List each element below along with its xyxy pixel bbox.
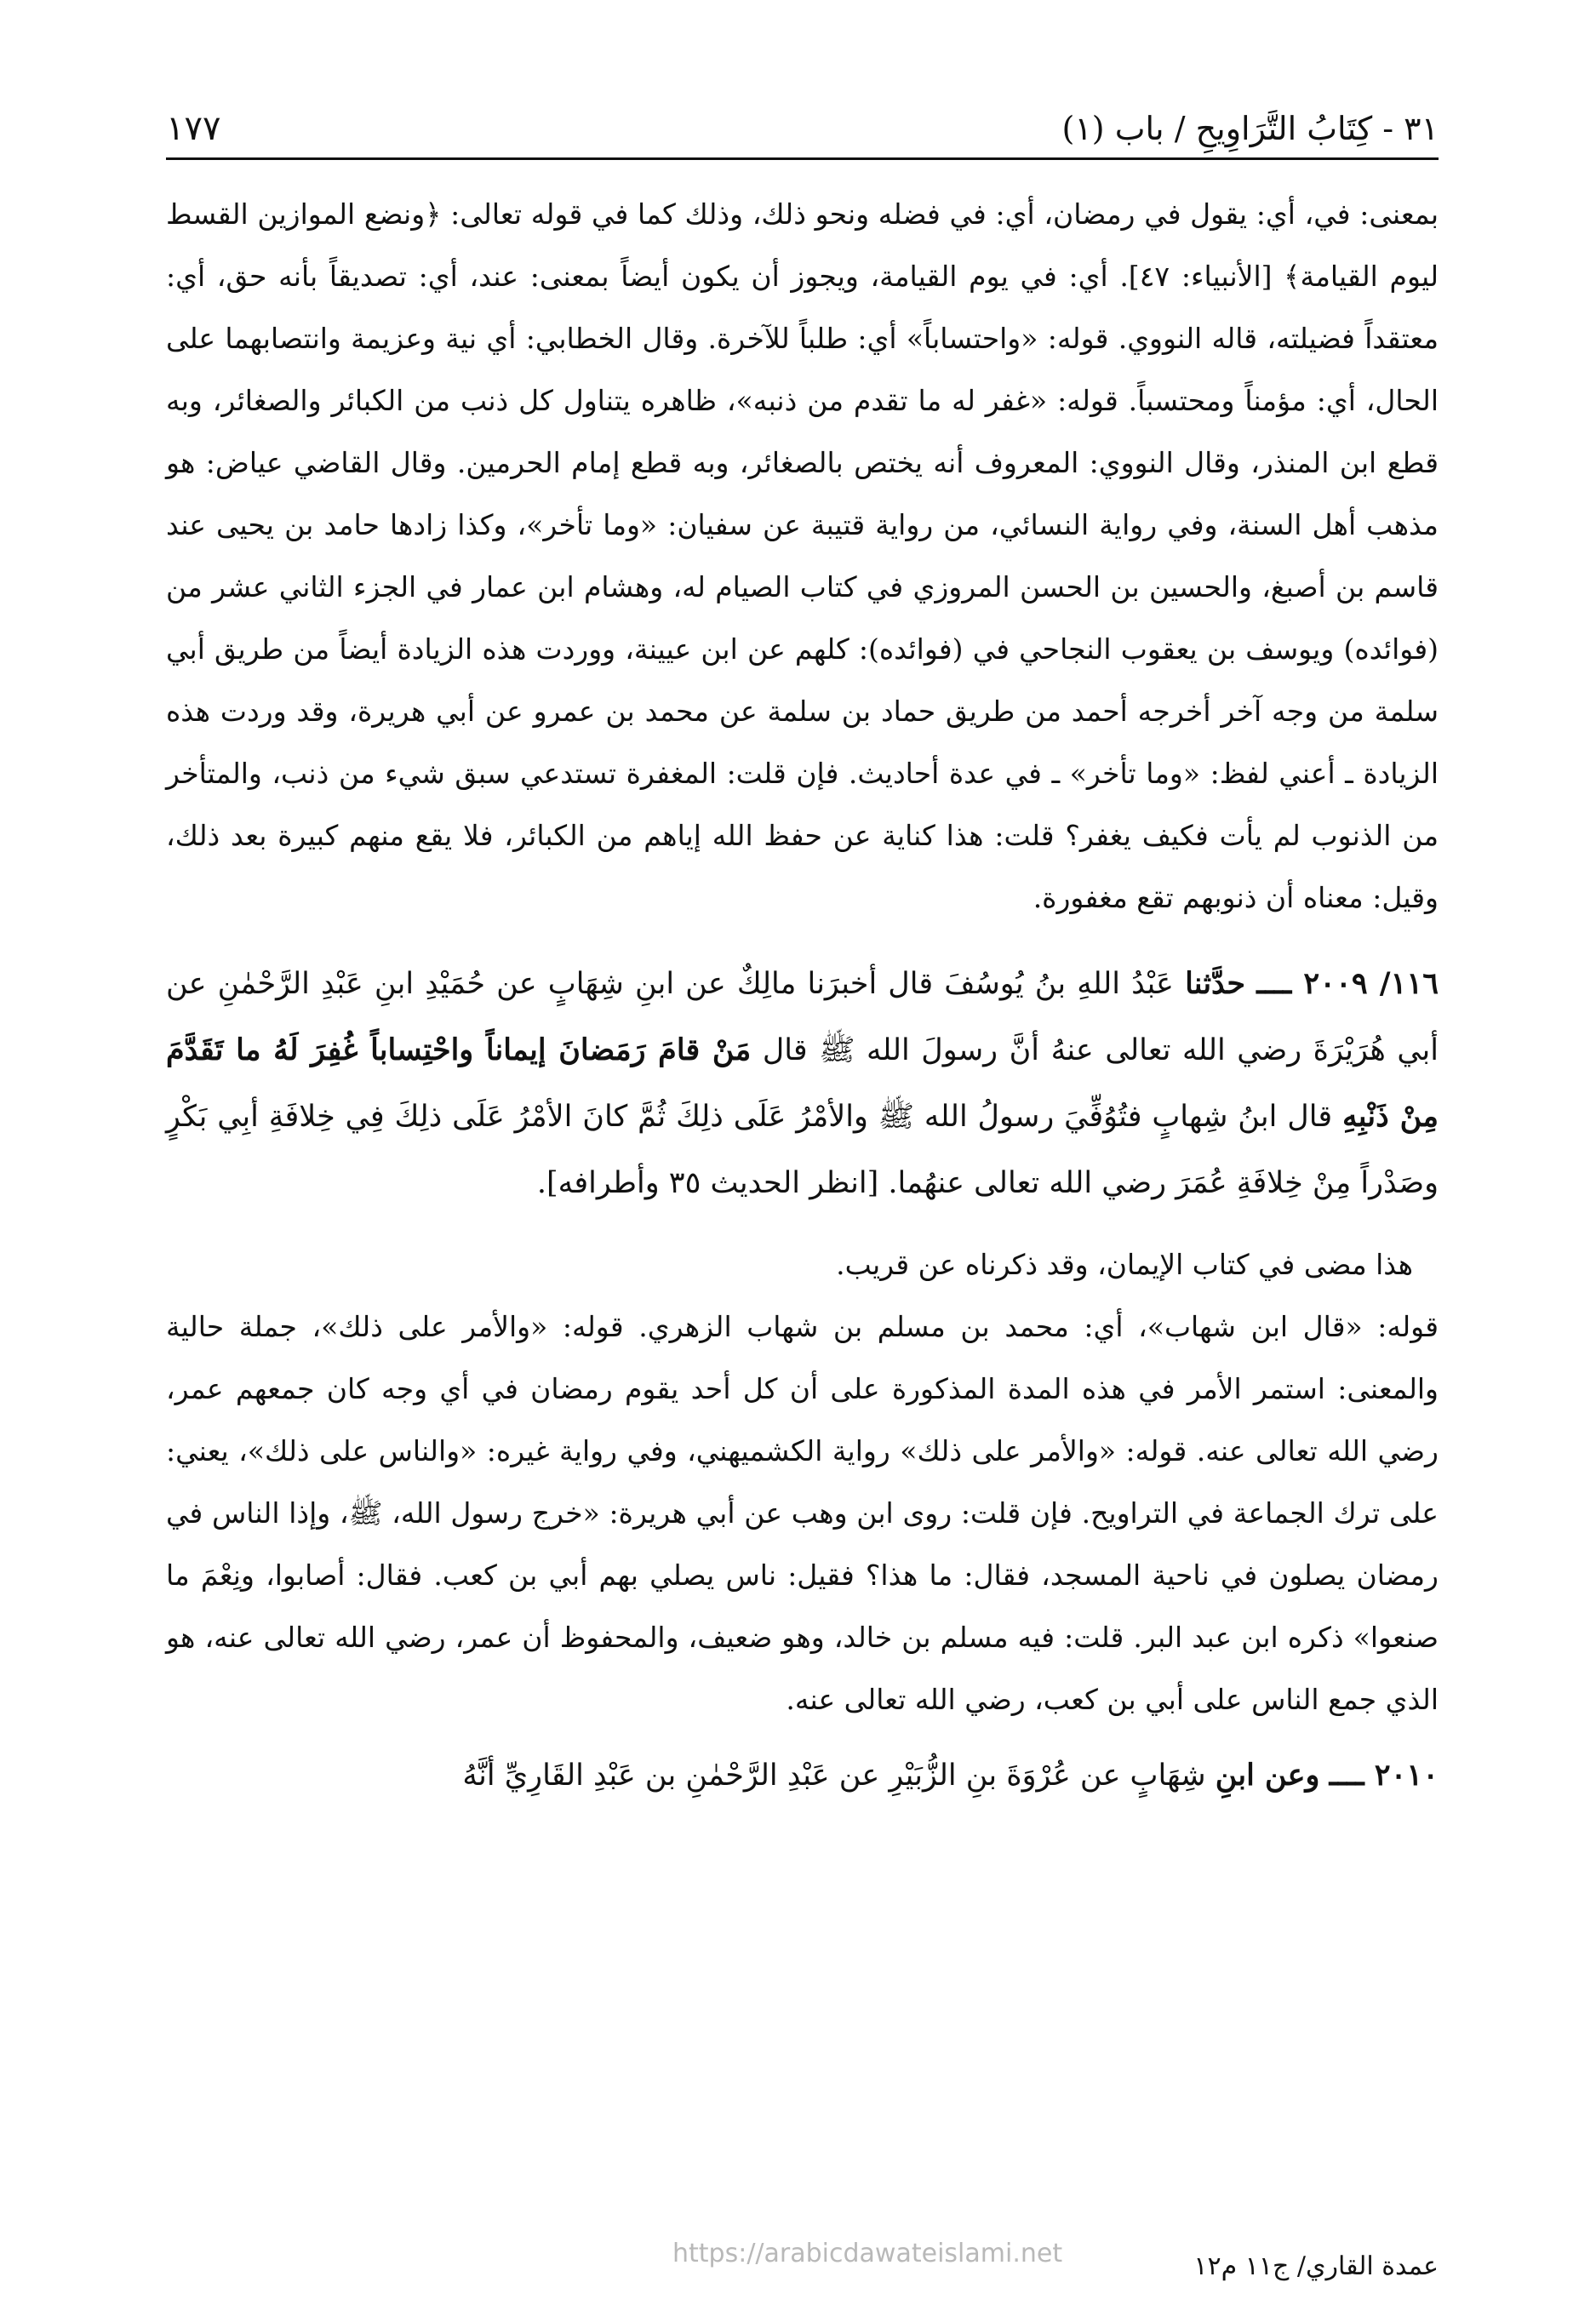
hadith-matn: مَنْ قامَ رَمَضانَ إيماناً واحْتِساباً غُفِرَ لَهُ ما تَقَدَّمَ مِنْ ذَنْبِهِ bbox=[166, 1033, 1439, 1134]
page-body bbox=[166, 183, 1439, 1805]
hadith-lead: حدَّثنا bbox=[1185, 966, 1246, 1001]
commentary-paragraph-1: بمعنى: في، أي: يقول في رمضان، أي: في فضله ونحو ذلك، وذلك كما في قوله تعالى: ﴿ونضع الموازين القسط ليوم القيامة﴾ [الأنبياء: ٤٧]. أي: في يوم القيامة، ويجوز أن يكون أيضاً بمعنى: عند، أي: تصديقاً بأنه حق، أي: معتقداً فضيلته، قاله النووي. قوله: «واحتساباً» أي: طلباً للآخرة. وقال الخطابي: أي نية وعزيمة وانتصابهما على الحال، أي: مؤمناً ومحتسباً. قوله: «غفر له ما تقدم من ذنبه»، ظاهره يتناول كل ذنب من الكبائر والصغائر، وبه قطع ابن المنذر، وقال النووي: المعروف أنه يختص بالصغائر، وبه قطع إمام الحرمين. وقال القاضي عياض: هو مذهب أهل السنة، وفي رواية النسائي، من رواية قتيبة عن سفيان: «وما تأخر»، وكذا زادها حامد بن يحيى عند قاسم بن أصبغ، والحسين بن الحسن المروزي في كتاب الصيام له، وهشام ابن عمار في الجزء الثاني عشر من (فوائده) ويوسف بن يعقوب النجاحي في (فوائده): كلهم عن ابن عيينة، ووردت هذه الزيادة أيضاً من طريق أبي سلمة من وجه آخر أخرجه أحمد من طريق حماد بن سلمة عن محمد بن عمرو عن أبي هريرة، وقد وردت هذه الزيادة ـ أعني لفظ: «وما تأخر» ـ في عدة أحاديث. فإن قلت: المغفرة تستدعي سبق شيء من ذنب، والمتأخر من الذنوب لم يأت فكيف يغفر؟ قلت: هذا كناية عن حفظ الله إياهم من الكبائر، فلا يقع منهم كبيرة بعد ذلك، وقيل: معناه أن ذنوبهم تقع مغفورة. bbox=[166, 197, 1439, 914]
hadith-number-2010: ٢٠١٠ ــــ bbox=[1329, 1758, 1439, 1793]
hadith-number: ١١٦/ ٢٠٠٩ ــــ bbox=[1256, 966, 1439, 1001]
hadith-continuation: قال ابنُ شِهابٍ فتُوُفِّيَ رسولُ الله ﷺ والأمْرُ عَلَى ذلِكَ ثُمَّ كانَ الأمْرُ عَلَى ذلِكَ فِي خِلافَةِ أبِي بَكْرٍ وصَدْراً مِنْ خِلافَةِ عُمَرَ رضي الله تعالى عنهُما. bbox=[166, 1100, 1439, 1200]
watermark-url: https://arabicdawateislami.net bbox=[672, 2239, 1063, 2268]
note-line: هذا مضى في كتاب الإيمان، وقد ذكرناه عن قريب. bbox=[836, 1248, 1413, 1281]
commentary-paragraph-2: قوله: «قال ابن شهاب»، أي: محمد بن مسلم بن شهاب الزهري. قوله: «والأمر على ذلك»، جملة حالية والمعنى: استمر الأمر في هذه المدة المذكورة على أن كل أحد يقوم رمضان في أي وجه كان جمعهم عمر، رضي الله تعالى عنه. قوله: «والأمر على ذلك» رواية الكشميهني، وفي رواية غيره: «والناس على ذلك»، يعني: على ترك الجماعة في التراويح. فإن قلت: روى ابن وهب عن أبي هريرة: «خرج رسول الله، ﷺ، وإذا الناس في رمضان يصلون في ناحية المسجد، فقال: ما هذا؟ فقيل: ناس يصلي بهم أبي بن كعب. فقال: أصابوا، ونِعْمَ ما صنعوا» ذكره ابن عبد البر. قلت: فيه مسلم بن خالد، وهو ضعيف، والمحفوظ أن عمر، رضي الله تعالى عنه، هو الذي جمع الناس على أبي بن كعب، رضي الله تعالى عنه. bbox=[166, 1310, 1439, 1716]
footer-source: عمدة القاري/ ج١١ م١٢ bbox=[1193, 2251, 1439, 2281]
hadith-chain-2010: شِهَابٍ عن عُرْوَةَ بنِ الزُّبَيْرِ عن عَبْدِ الرَّحْمٰنِ بن عَبْدِ القَارِيِّ أنَّهُ bbox=[462, 1759, 1206, 1793]
page-header bbox=[166, 106, 1439, 160]
hadith-chain: عَبْدُ اللهِ بنُ يُوسُفَ قال أخبرَنا مالِكٌ عن ابنِ شِهَابٍ عن حُمَيْدِ ابنِ عَبْدِ الرَّحْمٰنِ عن أبي هُرَيْرَةَ رضي الله تعالى عنهُ أنَّ رسولَ الله ﷺ قال bbox=[166, 967, 1439, 1067]
hadith-reference: [انظر الحديث ٣٥ وأطرافه]. bbox=[536, 1166, 879, 1200]
page-number: ١٧٧ bbox=[166, 109, 221, 148]
chapter-title: ٣١ - كِتَابُ التَّرَاوِيحِ / باب (١) bbox=[1061, 110, 1439, 147]
hadith-2009 bbox=[166, 951, 1439, 1216]
hadith-lead-2010: وعن ابنِ bbox=[1215, 1758, 1320, 1793]
hadith-2010 bbox=[166, 1746, 1439, 1805]
